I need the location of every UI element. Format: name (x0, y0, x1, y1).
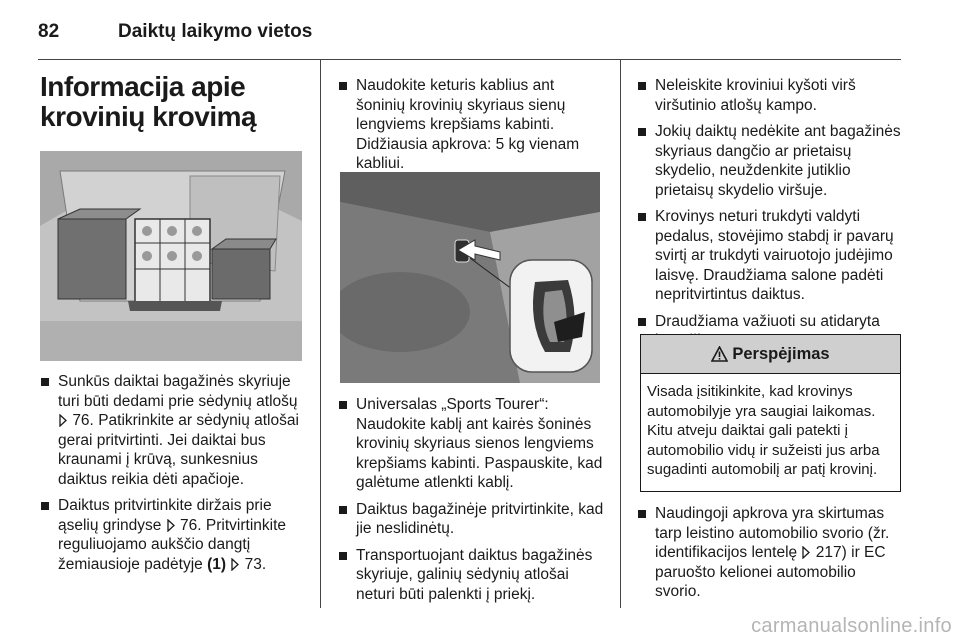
warning-triangle-icon (711, 346, 728, 362)
warning-title: Perspėjimas (732, 344, 830, 363)
cargo-compartment-photo (40, 151, 302, 361)
list-item: Jokių daiktų nedėkite ant bagažinės skyriaus dangčio ar prietaisų skydelio, neuždenkite jutiklio prietaisų skydelio viršuje. (637, 122, 903, 200)
chapter-title: Daiktų laikymo vietos (118, 21, 313, 42)
list-item: Daiktus bagažinėje pritvirtinkite, kad jie neslidinėtų. (338, 500, 604, 539)
warning-body: Visada įsitikinkite, kad krovinys automobilyje yra saugiai laikomas. Kitu atveju daiktai gali patekti į automobilio vidų ir sužeisti jus arba sugadinti automobilį ar patį krovinį. (647, 383, 880, 478)
list-item: Krovinys neturi trukdyti valdyti pedalus, stovėjimo stabdį ir pavarų svirtį ar trukdyti vairuotojo judėjimo laisvę. Draudžiama salone padėti nepritvirtintus daiktus. (637, 207, 903, 305)
list-item: Universalas „Sports Tourer“: Naudokite kablį ant kairės šoninės krovinių skyriaus sienos lengviems krepšiams kabinti. Paspauskite, kad galėtume atlenkti kablį. (338, 395, 604, 493)
column-divider (320, 60, 321, 608)
warning-header (641, 335, 900, 374)
page-number: 82 (38, 21, 60, 42)
column-divider (620, 60, 621, 608)
list-item: Neleiskite kroviniui kyšoti virš viršutinio atlošų kampo. (637, 76, 903, 115)
list-item: Naudingoji apkrova yra skirtumas tarp leistino automobilio svorio (žr. identifikacijos lentelę 217) ir EC paruošto kelionei automobilio svorio. (637, 504, 903, 602)
watermark: carmanualsonline.info (751, 615, 952, 637)
page-reference-icon (166, 519, 176, 532)
page-reference-icon (58, 414, 68, 427)
header-rule (38, 59, 901, 60)
list-item: Naudokite keturis kablius ant šoninių krovinių skyriaus sienų lengviems krepšiams kabinti. Didžiausia apkrova: 5 kg vienam kabliui. (338, 76, 604, 174)
section-title: Informacija apie krovinių krovimą (40, 71, 257, 132)
list-item: Transportuojant daiktus bagažinės skyriuje, galinių sėdynių atlošai neturi būti palenkti į priekį. (338, 546, 604, 605)
page-header (38, 12, 312, 52)
warning-box (640, 334, 901, 492)
list-item: Daiktus pritvirtinkite diržais prie ąselių grindyse 76. Pritvirtinkite reguliuojamo aukščio dangtį žemiausioje padėtyje (1) 73. (40, 496, 310, 574)
list-item: Draudžiama važiuoti su atidaryta (637, 312, 903, 351)
list-item: Sunkūs daiktai bagažinės skyriuje turi būti dedami prie sėdynių atlošų 76. Patikrinkite ar sėdynių atlošai gerai pritvirtinti. Jei daiktai bus kraunami į krūvą, sunkesnius daiktus reikia dėti apačioje. (40, 372, 310, 489)
page-reference-icon (230, 558, 240, 571)
cargo-hook-photo (340, 172, 600, 383)
page-reference-icon (801, 546, 811, 559)
